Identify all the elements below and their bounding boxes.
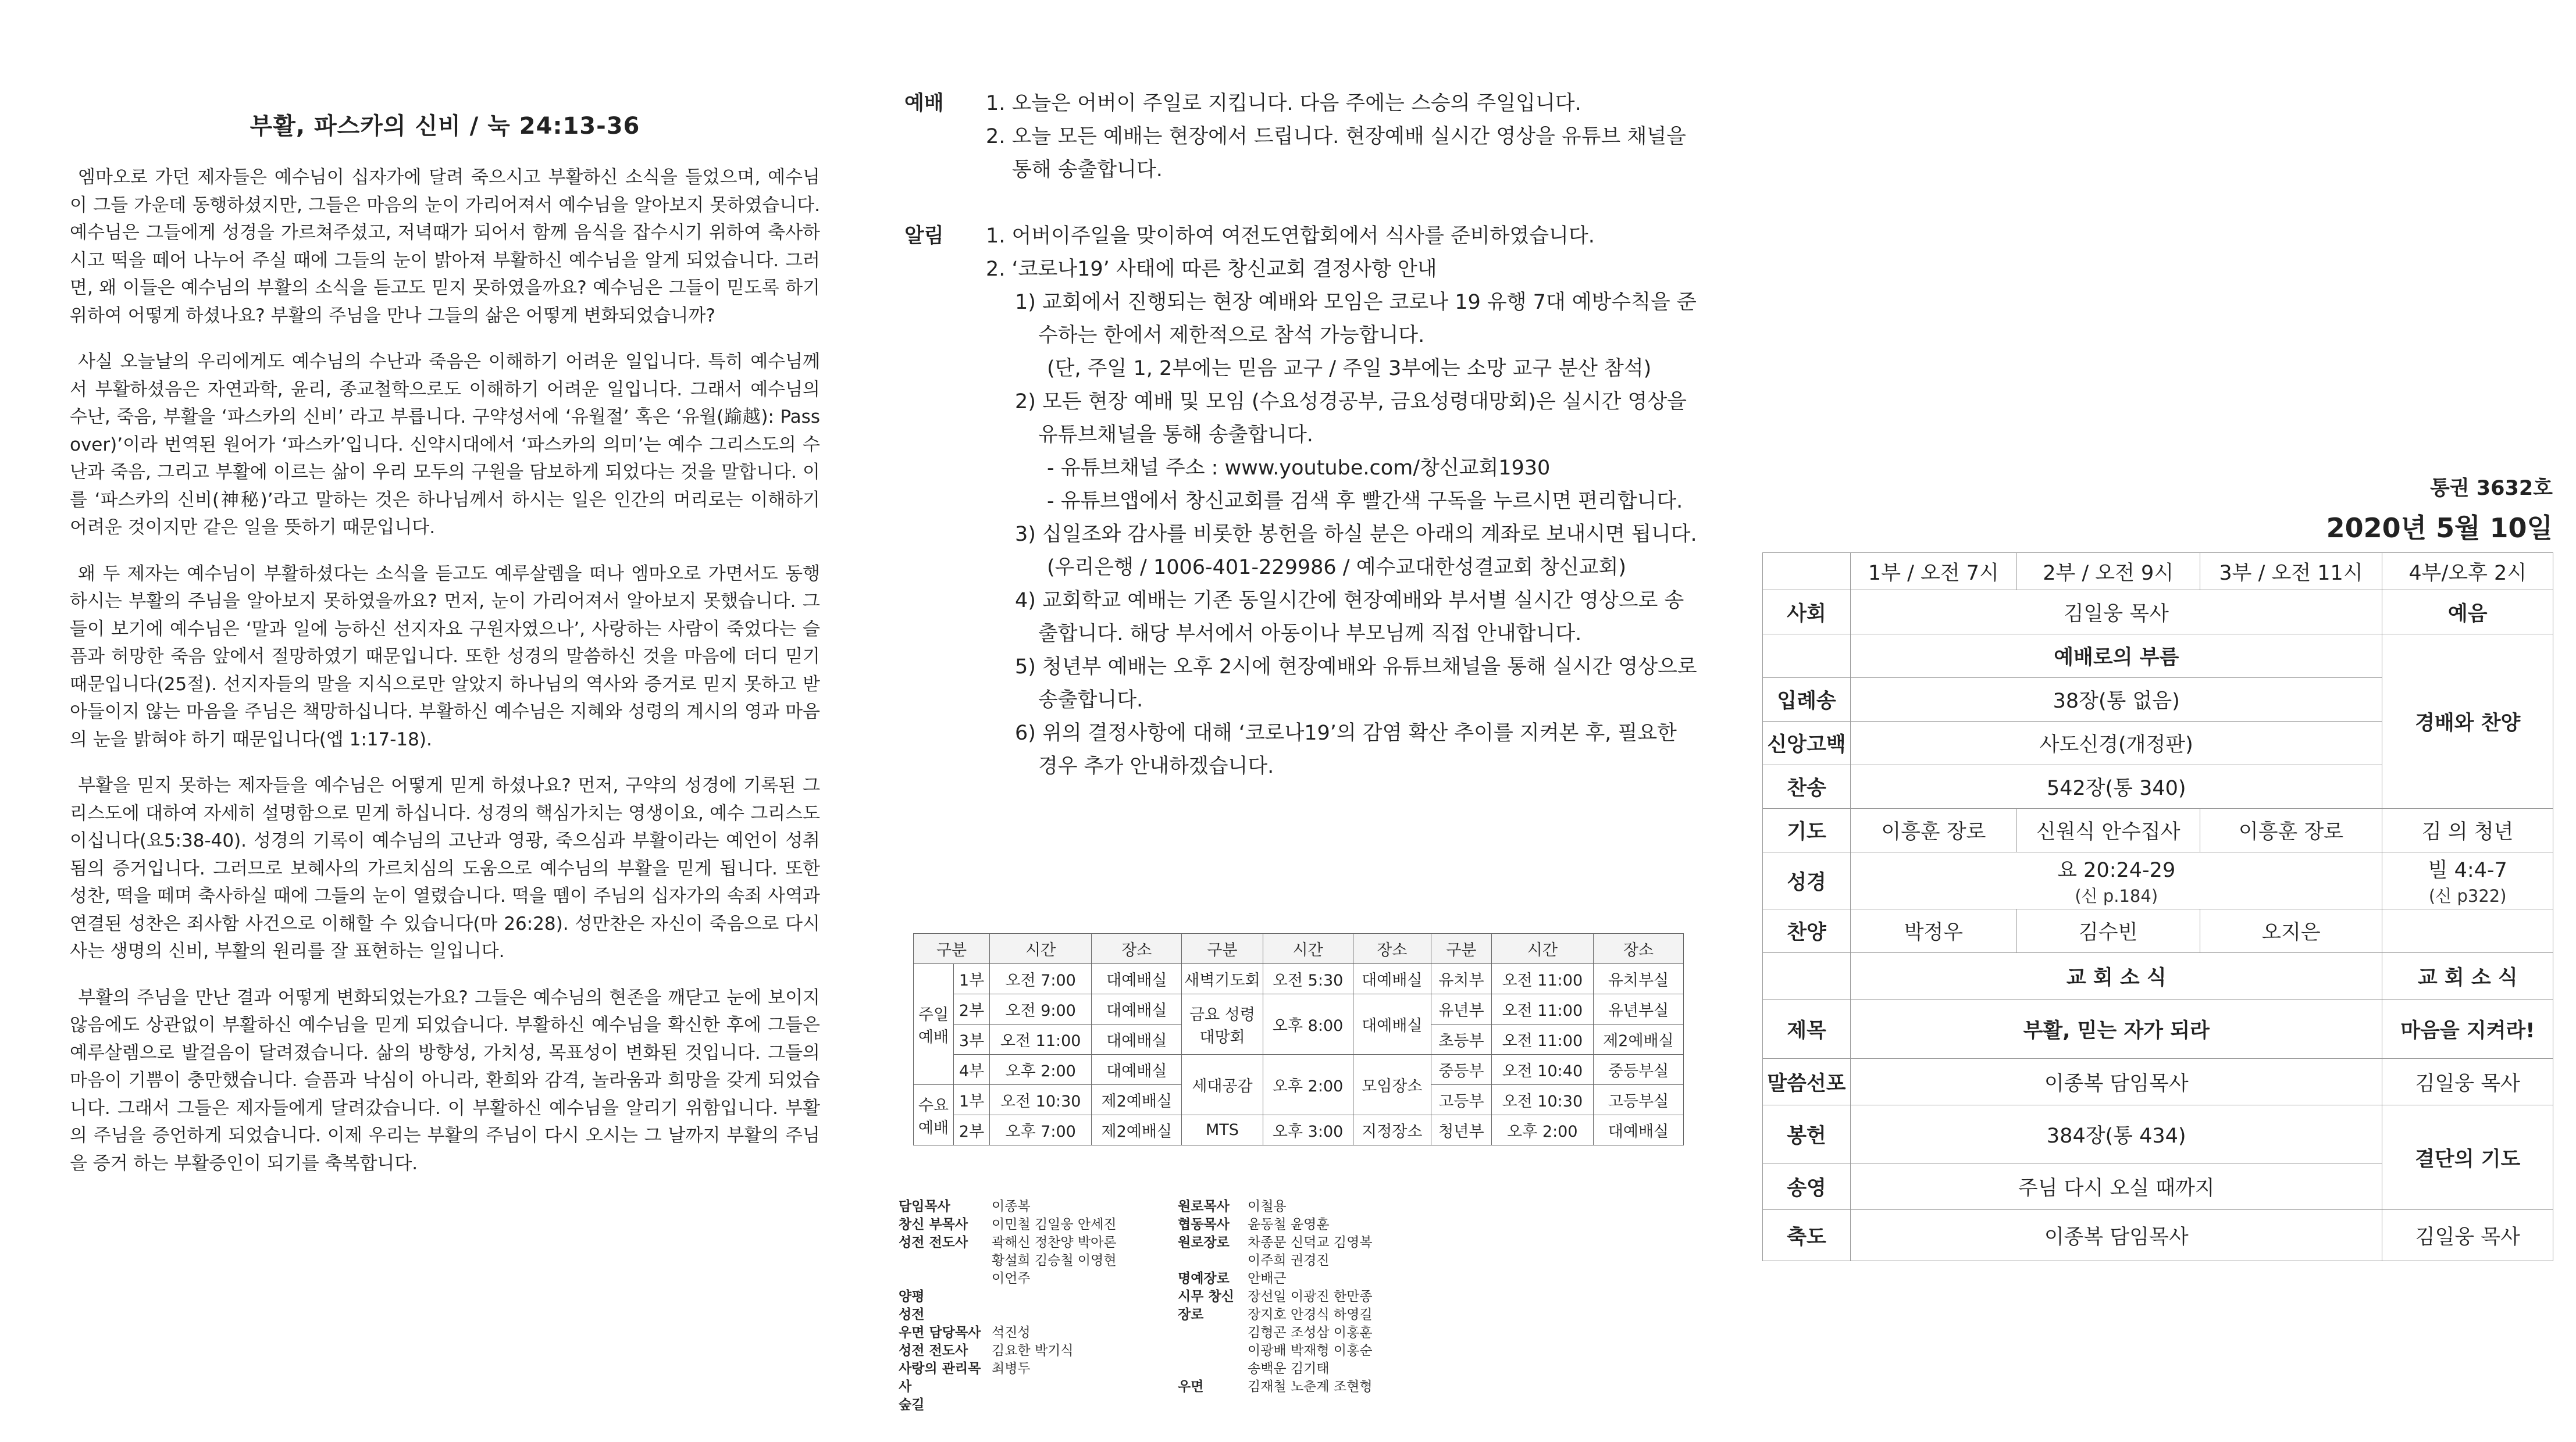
row-label: 송영: [1763, 1163, 1851, 1210]
table-cell: 김일웅 목사: [2382, 1059, 2553, 1105]
staff-names: 곽해신 정찬양 박아론: [992, 1235, 1117, 1250]
table-cell: 이종복 담임목사: [1851, 1059, 2382, 1105]
row-label: 제목: [1763, 1000, 1851, 1059]
table-cell: 주님 다시 오실 때까지: [1851, 1163, 2382, 1210]
staff-row: [899, 1216, 1166, 1234]
staff-row: [899, 1252, 1166, 1270]
table-row: [914, 964, 1684, 994]
staff-role: [899, 1270, 992, 1288]
row-label: 입례송: [1763, 678, 1851, 722]
notices-section: [904, 87, 1701, 783]
column-header: 장소: [1092, 934, 1182, 964]
table-cell: 새벽기도회: [1182, 964, 1263, 994]
table-cell: 오전 11:00: [1491, 994, 1593, 1025]
staff-role: 양평: [899, 1289, 925, 1304]
notice-subitem: 6) 위의 결정사항에 대해 ‘코로나19’의 감염 확산 추이를 지켜본 후, 필요한 경우 추가 안내하겠습니다.: [1015, 722, 1677, 778]
table-cell: 대예배실: [1092, 994, 1182, 1025]
notice-subitem: 5) 청년부 예배는 오후 2시에 현장예배와 유튜브채널을 통해 실시간 영상으로 송출합니다.: [1015, 655, 1697, 712]
table-cell: 유년부: [1431, 994, 1492, 1025]
table-cell: 대예배실: [1092, 1025, 1182, 1055]
column-header: 장소: [1593, 934, 1683, 964]
staff-row: [899, 1396, 1166, 1414]
staff-role: [1178, 1342, 1248, 1360]
announcements: [904, 220, 1701, 783]
notice-subitem: 3) 십일조와 감사를 비롯한 봉헌을 하실 분은 아래의 계좌로 보내시면 됩니다.: [1015, 523, 1697, 546]
table-cell: 유치부: [1431, 964, 1492, 994]
row-label: 성경: [1763, 852, 1851, 909]
worship-label: 예배: [904, 92, 944, 115]
table-cell: 오전 9:00: [990, 994, 1092, 1025]
staff-row: [899, 1270, 1166, 1288]
table-row: [1763, 1210, 2553, 1261]
staff-row: [899, 1288, 1166, 1306]
column-header: 장소: [1353, 934, 1431, 964]
table-cell: 오후 3:00: [1263, 1115, 1353, 1145]
staff-row: [1178, 1234, 1422, 1252]
staff-row: [1178, 1342, 1422, 1360]
staff-row: [1178, 1378, 1422, 1396]
worship-notices: [904, 87, 1701, 187]
staff-role: [1178, 1360, 1248, 1378]
table-cell: 김수빈: [2016, 909, 2200, 953]
scripture-page: (신 p.184): [2075, 886, 2158, 906]
table-cell: 신원식 안수집사: [2016, 809, 2200, 852]
staff-row: [1178, 1288, 1422, 1306]
table-cell: 박정우: [1851, 909, 2017, 953]
staff-row: [1178, 1198, 1422, 1216]
table-cell: 오지은: [2200, 909, 2382, 953]
wednesday-worship-label: 수요 예배: [914, 1085, 954, 1145]
notice-item: 1. 어버이주일을 맞이하여 여전도연합회에서 식사를 준비하였습니다.: [986, 224, 1595, 248]
table-cell: 오전 10:40: [1491, 1055, 1593, 1085]
staff-names: 이민철 김일웅 안세진: [992, 1217, 1117, 1232]
column-header: 2부 / 오전 9시: [2016, 553, 2200, 590]
table-row: [1763, 852, 2553, 909]
notice-item: 2. 오늘 모든 예배는 현장에서 드립니다. 현장예배 실시간 영상을 유튜브 채널을 통해 송출합니다.: [986, 125, 1686, 181]
table-cell: 오후 2:00: [1491, 1115, 1593, 1145]
staff-role: 성전 전도사: [899, 1235, 968, 1250]
table-row: [914, 994, 1684, 1025]
staff-names: 이언주: [992, 1271, 1031, 1286]
staff-role: 창신 부목사: [899, 1217, 968, 1232]
staff-role: 사랑의 관리목사: [899, 1361, 981, 1394]
sermon-theme: 마음을 지켜라!: [2382, 1000, 2553, 1059]
notice-subitem: 1) 교회에서 진행되는 현장 예배와 모임은 코로나 19 유행 7대 예방수칙을 준수하는 한에서 제한적으로 참석 가능합니다.: [1015, 291, 1697, 347]
staff-row: [899, 1342, 1166, 1360]
sermon-paragraph: 왜 두 제자는 예수님이 부활하셨다는 소식을 듣고도 예루살렘을 떠나 엠마오로 가면서도 동행하시는 부활의 주님을 알아보지 못하였을까요? 먼저, 눈이 가리어져서 알아보지 못했습니다. 그들이 보기에 예수님은 ‘말과 일에 능하신 선지자요 구원자였으나’, 사랑하는 사람이 죽었다는 슬픔과 허망한 죽음 앞에서 절망하였기 때문입니다. 또한 성경의 말씀하신 것을 마음에 더디 믿기 때문입니다(25절). 선지자들의 말을 지식으로만 알았지 하나님의 역사와 증거로 믿지 못하고 받아들이지 않는 마음을 주님은 책망하십니다. 부활하신 예수님은 지혜와 성령의 계시의 영과 마음의 눈을 밝혀야 하기 때문입니다(엡 1:17-18).: [70, 563, 820, 750]
column-header: 시간: [1263, 934, 1353, 964]
staff-role: [1178, 1252, 1248, 1270]
staff-role: 성전: [899, 1307, 925, 1322]
table-cell: 초등부: [1431, 1025, 1492, 1055]
row-label: 찬송: [1763, 765, 1851, 809]
table-header-row: [914, 934, 1684, 964]
staff-row: [899, 1360, 1166, 1396]
table-cell: 이흥훈 장로: [2200, 809, 2382, 852]
notice-subitem: 2) 모든 현장 예배 및 모임 (수요성경공부, 금요성령대망회)은 실시간 영상을 유튜브채널을 통해 송출합니다.: [1015, 390, 1687, 447]
staff-column-right: [1178, 1198, 1422, 1414]
table-cell: 1부: [954, 1085, 990, 1115]
staff-role: 시무 창신: [1178, 1289, 1234, 1304]
table-cell: 교 회 소 식: [1851, 953, 2382, 1000]
table-row: [914, 1055, 1684, 1085]
sermon-title: 부활, 파스카의 신비 / 눅 24:13-36: [250, 113, 640, 140]
staff-names: 최병두: [992, 1361, 1031, 1376]
table-header-row: [1763, 553, 2553, 590]
staff-names: 김형곤 조성삼 이홍훈: [1248, 1325, 1373, 1340]
table-row: [1763, 1000, 2553, 1059]
row-label: 찬양: [1763, 909, 1851, 953]
table-cell: 유년부실: [1593, 994, 1683, 1025]
table-cell: 예배로의 부름: [1851, 634, 2382, 678]
table-cell: 2부: [954, 1115, 990, 1145]
staff-row: [899, 1198, 1166, 1216]
table-cell: MTS: [1182, 1115, 1263, 1145]
table-cell: 3부: [954, 1025, 990, 1055]
table-cell: 대예배실: [1353, 994, 1431, 1055]
worship-schedule-table: [913, 933, 1684, 1145]
staff-names: 황설희 김승철 이영현: [992, 1253, 1117, 1268]
staff-role: 담임목사: [899, 1199, 950, 1214]
staff-names: [992, 1396, 1166, 1414]
table-cell: 이흥훈 장로: [1851, 809, 2017, 852]
empty-cell: [1763, 634, 1851, 678]
table-cell: 대예배실: [1593, 1115, 1683, 1145]
staff-row: [1178, 1252, 1422, 1270]
row-label: 신앙고백: [1763, 722, 1851, 765]
table-cell: 대예배실: [1092, 964, 1182, 994]
staff-names: 안배근: [1248, 1271, 1287, 1286]
table-cell: 2부: [954, 994, 990, 1025]
staff-names: 차종문 신덕교 김영복: [1248, 1235, 1373, 1250]
table-cell: 경배와 찬양: [2382, 634, 2553, 809]
column-header: 구분: [1182, 934, 1263, 964]
staff-row: [1178, 1360, 1422, 1378]
staff-role: 우면 담당목사: [899, 1325, 981, 1340]
notice-subitem: 4) 교회학교 예배는 기존 동일시간에 현장예배와 부서별 실시간 영상으로 송출합니다. 해당 부서에서 아동이나 부모님께 직접 안내합니다.: [1015, 589, 1684, 645]
staff-names: 송백운 김기태: [1248, 1361, 1330, 1376]
table-cell: 오후 2:00: [990, 1055, 1092, 1085]
staff-role: 협동목사: [1178, 1217, 1230, 1232]
staff-row: [899, 1234, 1166, 1252]
sermon-section: [70, 108, 820, 1196]
column-header: 3부 / 오전 11시: [2200, 553, 2382, 590]
table-row: [1763, 1105, 2553, 1163]
staff-column-left: [899, 1198, 1166, 1414]
table-cell: 오전 11:00: [990, 1025, 1092, 1055]
table-row: [914, 1115, 1684, 1145]
table-cell: 오후 7:00: [990, 1115, 1092, 1145]
table-cell: 38장(통 없음): [1851, 678, 2382, 722]
staff-role: [1178, 1324, 1248, 1342]
staff-names: 이주희 권경진: [1248, 1253, 1330, 1268]
table-cell: 금요 성령대망회: [1182, 994, 1263, 1055]
column-header: 구분: [1431, 934, 1492, 964]
staff-names: 김재철 노춘계 조현형: [1248, 1379, 1373, 1394]
notice-subitem: (단, 주일 1, 2부에는 믿음 교구 / 주일 3부에는 소망 교구 분산 참석): [1047, 357, 1652, 380]
table-cell: 오전 10:30: [1491, 1085, 1593, 1115]
order-of-worship-table: [1762, 552, 2553, 1261]
table-cell: 중등부: [1431, 1055, 1492, 1085]
staff-names: 석진성: [992, 1325, 1031, 1340]
staff-row: [899, 1306, 1166, 1324]
column-header: 1부 / 오전 7시: [1851, 553, 2017, 590]
staff-names: 이광배 박재형 이홍순: [1248, 1343, 1373, 1358]
table-cell: 고등부: [1431, 1085, 1492, 1115]
table-cell: 오전 11:00: [1491, 1025, 1593, 1055]
sermon-paragraph: 엠마오로 가던 제자들은 예수님이 십자가에 달려 죽으시고 부활하신 소식을 들었으며, 예수님이 그들 가운데 동행하셨지만, 그들은 마음의 눈이 가리어져서 예수님을 알아보지 못하였습니다. 예수님은 그들에게 성경을 가르쳐주셨고, 저녁때가 되어서 함께 음식을 잡수시기 위하여 축사하시고 떡을 떼어 나누어 주실 때에 그들의 눈이 밝아져 부활하신 예수님을 알게 되었습니다. 그러면, 왜 이들은 예수님의 부활의 소식을 듣고도 믿지 못하였을까요? 예수님은 그들이 믿도록 하기 위하여 어떻게 하셨나요? 부활의 주님을 만나 그들의 삶은 어떻게 변화되었습니까?: [70, 167, 820, 326]
table-cell: 교 회 소 식: [2382, 953, 2553, 1000]
table-cell: 오후 8:00: [1263, 994, 1353, 1055]
row-label: 축도: [1763, 1210, 1851, 1261]
table-cell: 4부: [954, 1055, 990, 1085]
announce-label: 알림: [904, 224, 944, 248]
table-cell: 고등부실: [1593, 1085, 1683, 1115]
table-row: [1763, 909, 2553, 953]
staff-names: 이철용: [1248, 1199, 1287, 1214]
column-header: 구분: [914, 934, 990, 964]
staff-role: 숲길: [899, 1397, 925, 1412]
table-cell: 제2예배실: [1092, 1085, 1182, 1115]
notice-subitem: - 유튜브앱에서 창신교회를 검색 후 빨간색 구독을 누르시면 편리합니다.: [1047, 490, 1683, 513]
table-cell: 사도신경(개정판): [1851, 722, 2382, 765]
table-cell: 대예배실: [1353, 964, 1431, 994]
table-cell: 예음: [2382, 590, 2553, 634]
staff-names: 이종복: [992, 1199, 1031, 1214]
table-cell: 청년부: [1431, 1115, 1492, 1145]
row-label: 말씀선포: [1763, 1059, 1851, 1105]
staff-role: [899, 1252, 992, 1270]
table-cell: 1부: [954, 964, 990, 994]
staff-row: [1178, 1216, 1422, 1234]
staff-row: [899, 1324, 1166, 1342]
staff-role: 우면: [1178, 1379, 1204, 1394]
row-label: 기도: [1763, 809, 1851, 852]
table-cell: 오후 2:00: [1263, 1055, 1353, 1115]
staff-row: [1178, 1270, 1422, 1288]
table-row: [1763, 634, 2553, 678]
sermon-paragraph: 부활의 주님을 만난 결과 어떻게 변화되었는가요? 그들은 예수님의 현존을 깨닫고 눈에 보이지 않음에도 상관없이 부활하신 예수님을 믿게 되었습니다. 부활하신 예수님을 확신한 후에 그들은 예루살렘으로 발걸음이 달려졌습니다. 삶의 방향성, 가치성, 목표성이 변화된 것입니다. 그들의 마음이 기쁨이 충만했습니다. 슬픔과 낙심이 아니라, 환희와 감격, 놀라움과 희망을 갖게 되었습니다. 그래서 그들은 제자들에게 달려갔습니다. 이 부활하신 예수님을 알리기 위함입니다. 부활의 주님을 증언하게 되었습니다. 이제 우리는 부활의 주님이 다시 오시는 그 날까지 부활의 주님을 증거 하는 부활증인이 되기를 축복합니다.: [70, 987, 820, 1174]
youtube-address: - 유튜브채널 주소 : www.youtube.com/창신교회1930: [1047, 456, 1551, 480]
notice-item: 2. ‘코로나19’ 사태에 따른 창신교회 결정사항 안내: [986, 258, 1437, 281]
staff-names: 장선일 이광진 한만종: [1248, 1289, 1373, 1304]
column-header: 시간: [990, 934, 1092, 964]
table-cell: 유치부실: [1593, 964, 1683, 994]
staff-names: [992, 1288, 1166, 1306]
table-cell: 대예배실: [1092, 1055, 1182, 1085]
staff-names: 윤동철 윤영훈: [1248, 1217, 1330, 1232]
staff-role: 성전 전도사: [899, 1343, 968, 1358]
sermon-paragraph: 부활을 믿지 못하는 제자들을 예수님은 어떻게 믿게 하셨나요? 먼저, 구약의 성경에 기록된 그리스도에 대하여 자세히 설명함으로 믿게 하십니다. 성경의 핵심가치는 영생이요, 예수 그리스도이십니다(요5:38-40). 성경의 기록이 예수님의 고난과 영광, 죽으심과 부활이라는 예언이 성취됨의 증거입니다. 그러므로 보혜사의 가르치심의 도움으로 예수님의 부활을 믿게 됩니다. 또한 성찬, 떡을 떼며 축사하실 때에 그들의 눈이 열렸습니다. 떡을 뗌이 주님의 십자가의 속죄 사역과 연결된 성찬은 죄사함 사건으로 이해할 수 있습니다(마 26:28). 성만찬은 자신이 죽음으로 다시 사는 생명의 신비, 부활의 원리를 잘 표현하는 일입니다.: [70, 775, 820, 962]
table-row: [1763, 809, 2553, 852]
table-cell: 이종복 담임목사: [1851, 1210, 2382, 1261]
table-cell: [2382, 852, 2553, 909]
sermon-theme: 부활, 믿는 자가 되라: [1851, 1000, 2382, 1059]
table-cell: 세대공감: [1182, 1055, 1263, 1115]
staff-role: 원로장로: [1178, 1235, 1230, 1250]
table-row: [1763, 590, 2553, 634]
bulletin-date: 2020년 5월 10일: [2326, 512, 2553, 544]
sunday-worship-label: 주일 예배: [914, 964, 954, 1085]
staff-names: 장지호 안경식 하영길: [1248, 1307, 1373, 1322]
bank-account: (우리은행 / 1006-401-229986 / 예수교대한성결교회 창신교회): [1047, 556, 1627, 579]
empty-cell: [1763, 553, 1851, 590]
staff-names: [992, 1306, 1166, 1324]
table-row: [1763, 1059, 2553, 1105]
notice-item: 1. 오늘은 어버이 주일로 지킵니다. 다음 주에는 스승의 주일입니다.: [986, 92, 1581, 115]
table-cell: 중등부실: [1593, 1055, 1683, 1085]
table-cell: 김일웅 목사: [2382, 1210, 2553, 1261]
table-cell: 지정장소: [1353, 1115, 1431, 1145]
table-cell: 542장(통 340): [1851, 765, 2382, 809]
issue-number: 통권 3632호: [2429, 477, 2553, 500]
staff-role: 원로목사: [1178, 1199, 1230, 1214]
table-cell: 오전 7:00: [990, 964, 1092, 994]
scripture-page: (신 p322): [2428, 886, 2507, 906]
table-cell: 오전 5:30: [1263, 964, 1353, 994]
staff-role: 명예장로: [1178, 1271, 1230, 1286]
scripture-ref: 요 20:24-29: [2057, 859, 2176, 882]
column-header: 시간: [1491, 934, 1593, 964]
table-cell: 오전 11:00: [1491, 964, 1593, 994]
table-row: [1763, 953, 2553, 1000]
staff-row: [1178, 1324, 1422, 1342]
scripture-ref: 빌 4:4-7: [2428, 859, 2507, 882]
empty-cell: [1763, 953, 1851, 1000]
table-cell: 모임장소: [1353, 1055, 1431, 1115]
table-cell: 제2예배실: [1092, 1115, 1182, 1145]
staff-role: 장로: [1178, 1307, 1204, 1322]
table-cell: 384장(통 434): [1851, 1105, 2382, 1163]
column-header: 4부/오후 2시: [2382, 553, 2553, 590]
table-cell: 김일웅 목사: [1851, 590, 2382, 634]
table-cell: [1851, 852, 2382, 909]
table-cell: [2382, 909, 2553, 953]
table-cell: 김 의 청년: [2382, 809, 2553, 852]
sermon-paragraph: 사실 오늘날의 우리에게도 예수님의 수난과 죽음은 이해하기 어려운 일입니다. 특히 예수님께서 부활하셨음은 자연과학, 윤리, 종교철학으로도 이해하기 어려운 일입니다. 그래서 예수님의 수난, 죽음, 부활을 ‘파스카의 신비’ 라고 부릅니다. 구약성서에 ‘유월절’ 혹은 ‘유월(踰越): Pass over)’이라 번역된 원어가 ‘파스카’입니다. 신약시대에서 ‘파스카의 의미’는 예수 그리스도의 수난과 죽음, 그리고 부활에 이르는 삶이 우리 모두의 구원을 담보하게 되었다는 것을 말합니다. 이를 ‘파스카의 신비(神秘)’라고 말하는 것은 하나님께서 하시는 일은 인간의 머리로는 이해하기 어려운 것이지만 같은 일을 뜻하기 때문입니다.: [70, 351, 820, 538]
row-label: 봉헌: [1763, 1105, 1851, 1163]
table-cell: 결단의 기도: [2382, 1105, 2553, 1210]
table-cell: 제2예배실: [1593, 1025, 1683, 1055]
table-cell: 오전 10:30: [990, 1085, 1092, 1115]
staff-row: [1178, 1306, 1422, 1324]
row-label: 사회: [1763, 590, 1851, 634]
staff-names: 김요한 박기식: [992, 1343, 1074, 1358]
staff-list: [899, 1198, 1422, 1414]
